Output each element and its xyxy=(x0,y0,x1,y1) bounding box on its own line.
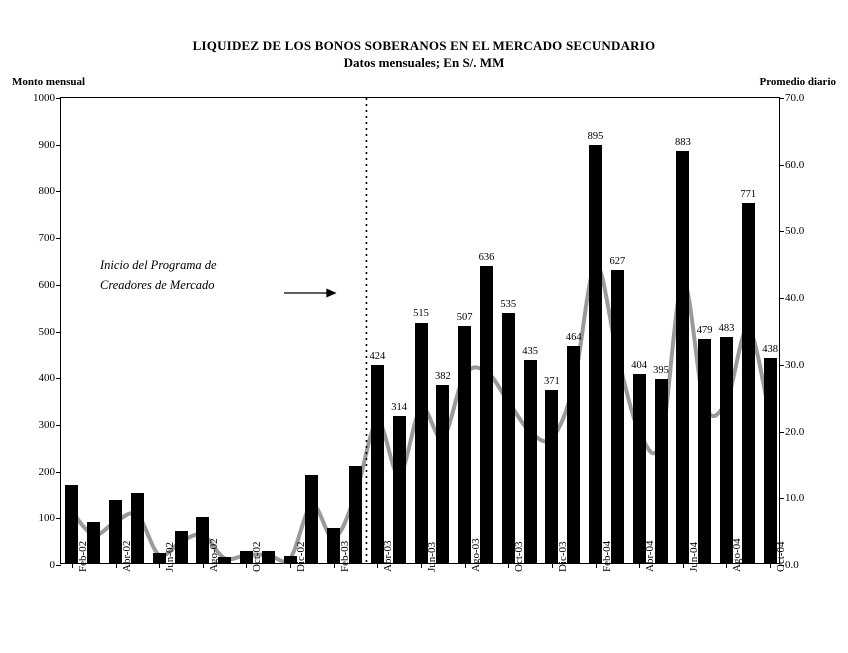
x-axis-tick-label: Oct-02 xyxy=(251,541,264,572)
x-axis-tick-mark xyxy=(116,563,117,568)
x-axis-tick-label: Abr-02 xyxy=(120,540,133,572)
x-axis-tick-mark xyxy=(421,563,422,568)
bar xyxy=(676,151,689,563)
bar-value-label: 507 xyxy=(456,312,473,324)
x-axis-tick-label: Oct-03 xyxy=(513,541,526,572)
x-axis-tick-label: Jun-02 xyxy=(164,542,177,572)
x-axis-tick-label: Oct-04 xyxy=(775,541,788,572)
x-axis-tick-label: Abr-03 xyxy=(382,540,395,572)
y-axis-tick-mark xyxy=(56,332,61,333)
y2-axis-tick-label: 30.0 xyxy=(785,358,805,371)
y-axis-tick-label: 0 xyxy=(49,559,55,571)
x-axis-tick-mark xyxy=(246,563,247,568)
y-axis-tick-mark xyxy=(56,238,61,239)
bar-value-label: 395 xyxy=(653,364,669,376)
x-axis-tick-label: Feb-03 xyxy=(338,540,351,572)
y-axis-tick-label: 600 xyxy=(38,278,55,291)
bar-value-label: 535 xyxy=(500,299,517,311)
y-axis-tick-label: 500 xyxy=(38,325,55,338)
y-axis-tick-label: 900 xyxy=(38,138,55,151)
bar-value-label: 435 xyxy=(522,345,538,357)
y-axis-tick-label: 400 xyxy=(38,372,55,385)
bar xyxy=(87,522,100,563)
bar xyxy=(567,346,580,563)
bar xyxy=(436,385,449,563)
bar xyxy=(502,313,515,563)
y-axis-tick-mark xyxy=(56,518,61,519)
y-axis-tick-label: 1000 xyxy=(33,92,55,104)
bar xyxy=(589,145,602,563)
y2-axis-tick-mark xyxy=(779,165,784,166)
bar-value-label: 895 xyxy=(587,131,604,143)
y-axis-tick-mark xyxy=(56,378,61,379)
y2-axis-tick-label: 70.0 xyxy=(785,92,805,104)
plot-area xyxy=(33,92,805,572)
x-axis-tick-label: Ago-04 xyxy=(731,538,744,572)
bar xyxy=(458,326,471,563)
y2-axis-tick-mark xyxy=(779,98,784,99)
y-axis-tick-mark xyxy=(56,565,61,566)
x-axis-tick-label: Dic-02 xyxy=(295,541,308,572)
y2-axis-tick-mark xyxy=(779,498,784,499)
y-axis-tick-mark xyxy=(56,145,61,146)
x-axis-tick-mark xyxy=(159,563,160,568)
bar xyxy=(742,203,755,563)
annotation-line-1: Inicio del Programa de xyxy=(100,258,217,272)
bar-value-label: 464 xyxy=(565,332,582,344)
bar xyxy=(218,557,231,563)
bar-value-label: 424 xyxy=(369,350,386,362)
bar xyxy=(305,475,318,563)
y-axis-tick-mark xyxy=(56,285,61,286)
chart-subtitle: Datos mensuales; En S/. MM xyxy=(343,55,505,70)
y-axis-tick-mark xyxy=(56,191,61,192)
bar-value-label: 438 xyxy=(762,344,778,356)
annotation-line-2: Creadores de Mercado xyxy=(100,278,215,292)
bar-value-label: 382 xyxy=(434,370,451,382)
y2-axis-tick-mark xyxy=(779,432,784,433)
y-axis-tick-mark xyxy=(56,98,61,99)
y2-axis-tick-label: 50.0 xyxy=(785,225,805,238)
bar xyxy=(655,379,668,563)
annotation-arrow-icon xyxy=(284,290,335,297)
bar-value-label: 479 xyxy=(696,325,713,337)
x-axis-tick-label: Dic-03 xyxy=(556,541,569,572)
bar xyxy=(415,323,428,564)
right-axis-title: Promedio diario xyxy=(759,76,836,88)
bar xyxy=(393,416,406,563)
bar-value-label: 636 xyxy=(478,251,495,263)
bar xyxy=(480,266,493,563)
y-axis-tick-label: 300 xyxy=(38,418,55,431)
y-axis-tick-label: 100 xyxy=(38,512,55,525)
y2-axis-tick-label: 40.0 xyxy=(785,292,805,305)
annotation-text xyxy=(100,255,217,295)
x-axis-tick-mark xyxy=(72,563,73,568)
x-axis-tick-mark xyxy=(726,563,727,568)
bar xyxy=(698,339,711,563)
x-axis-tick-mark xyxy=(552,563,553,568)
x-axis-tick-mark xyxy=(203,563,204,568)
bar xyxy=(545,390,558,563)
x-axis-tick-mark xyxy=(770,563,771,568)
x-axis-tick-mark xyxy=(508,563,509,568)
y2-axis-tick-label: 10.0 xyxy=(785,492,805,505)
bar-value-label: 883 xyxy=(674,136,691,148)
y-axis-tick-label: 200 xyxy=(38,465,55,478)
bar xyxy=(262,551,275,563)
x-axis-tick-label: Ago-02 xyxy=(207,538,220,572)
bar-value-label: 627 xyxy=(609,256,626,268)
bar-value-label: 483 xyxy=(718,323,735,335)
bar xyxy=(720,337,733,563)
bar-value-label: 404 xyxy=(631,360,648,372)
x-axis-tick-label: Ago-03 xyxy=(469,538,482,572)
x-axis-tick-label: Abr-04 xyxy=(644,540,657,572)
y2-axis-tick-label: 20.0 xyxy=(785,425,805,438)
bar xyxy=(175,531,188,563)
x-axis-tick-mark xyxy=(290,563,291,568)
bar-value-label: 371 xyxy=(544,375,560,387)
x-axis-tick-label: Jun-03 xyxy=(426,542,438,572)
bar xyxy=(611,270,624,563)
bar xyxy=(371,365,384,563)
y-axis-tick-mark xyxy=(56,472,61,473)
x-axis-tick-mark xyxy=(596,563,597,568)
x-axis-tick-mark xyxy=(377,563,378,568)
x-axis-tick-mark xyxy=(465,563,466,568)
x-axis-tick-mark xyxy=(639,563,640,568)
y2-axis-tick-label: 0.0 xyxy=(785,559,799,571)
left-axis-title: Monto mensual xyxy=(12,76,86,88)
chart-title: LIQUIDEZ DE LOS BONOS SOBERANOS EN EL MERCADO SECUNDARIO xyxy=(192,38,656,53)
y2-axis-tick-mark xyxy=(779,298,784,299)
y2-axis-tick-mark xyxy=(779,365,784,366)
y2-axis-tick-label: 60.0 xyxy=(785,158,805,171)
y-axis-tick-label: 800 xyxy=(38,185,55,198)
x-axis-tick-label: Feb-02 xyxy=(76,540,89,572)
x-axis-tick-label: Feb-04 xyxy=(600,540,613,572)
x-axis-tick-label: Jun-04 xyxy=(687,542,700,572)
bar-value-label: 314 xyxy=(391,402,408,414)
y-axis-tick-mark xyxy=(56,425,61,426)
y2-axis-tick-mark xyxy=(779,231,784,232)
y-axis-tick-label: 700 xyxy=(38,232,55,245)
bar xyxy=(524,360,537,563)
x-axis-tick-mark xyxy=(334,563,335,568)
bar xyxy=(633,374,646,563)
x-axis-tick-mark xyxy=(683,563,684,568)
bar-value-label: 515 xyxy=(413,308,429,320)
bar xyxy=(764,358,777,563)
bar-value-label: 771 xyxy=(740,188,757,200)
